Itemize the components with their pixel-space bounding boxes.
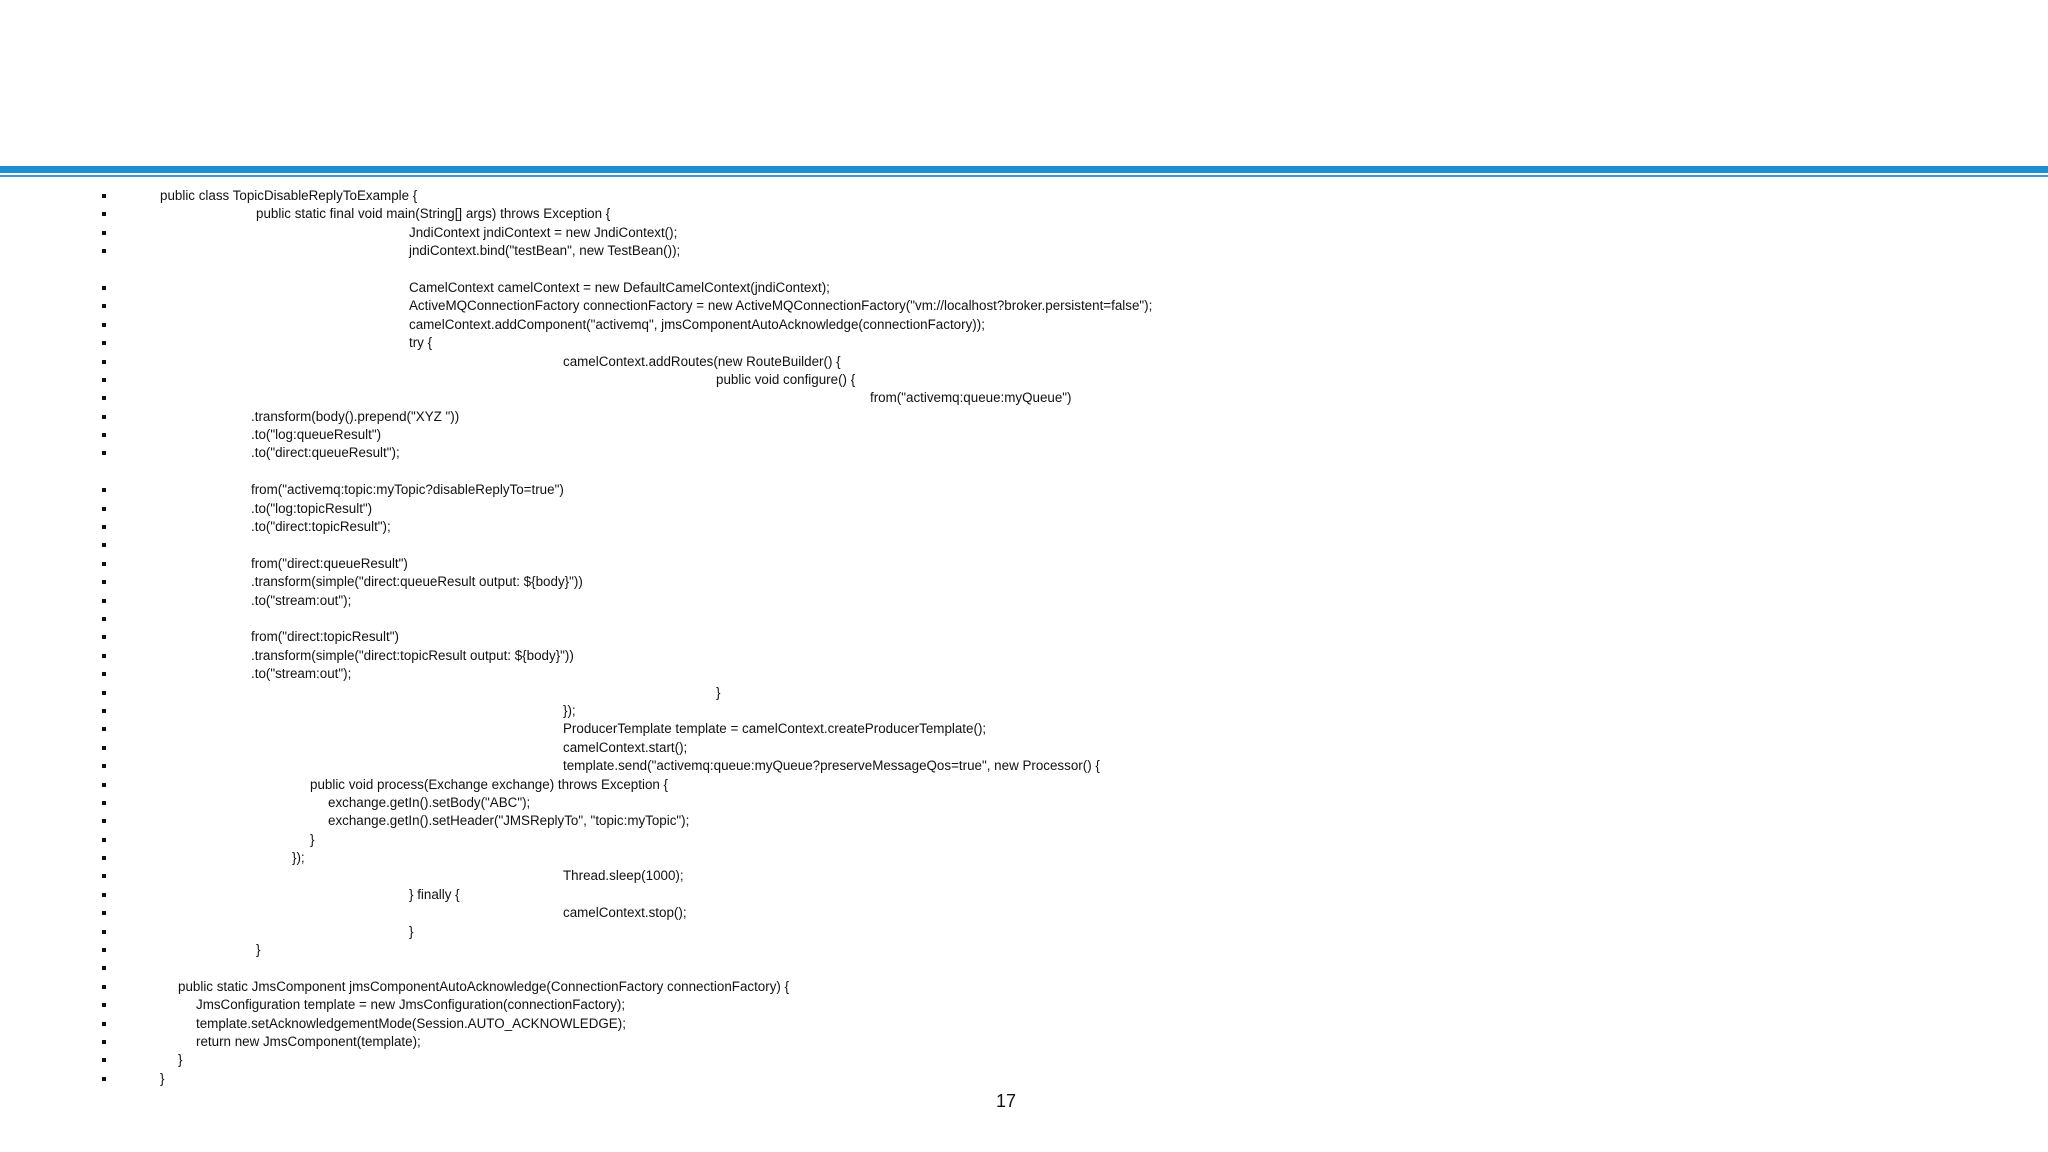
code-line-text: from("activemq:topic:myTopic?disableReplyTo=true") <box>251 482 564 498</box>
bullet-icon <box>102 838 106 842</box>
bullet-icon <box>102 617 106 621</box>
bullet-icon <box>102 764 106 768</box>
code-line-text: } <box>409 923 414 939</box>
code-line-text: JndiContext jndiContext = new JndiContext(); <box>409 224 678 240</box>
code-line-text: public static final void main(String[] args) throws Exception { <box>256 206 611 222</box>
code-line <box>0 573 2048 591</box>
code-line-text: .transform(body().prepend("XYZ ")) <box>251 408 460 424</box>
bullet-icon <box>102 985 106 989</box>
code-line <box>0 297 2048 315</box>
code-line <box>0 720 2048 738</box>
code-line-text: Thread.sleep(1000); <box>563 868 684 884</box>
code-line-text: .to("stream:out"); <box>251 666 352 682</box>
code-line <box>0 812 2048 830</box>
code-line <box>0 389 2048 407</box>
code-line <box>0 334 2048 352</box>
code-line-text: camelContext.addRoutes(new RouteBuilder() { <box>563 353 841 369</box>
bullet-icon <box>102 819 106 823</box>
bullet-icon <box>102 525 106 529</box>
code-line-text: } <box>178 1052 183 1068</box>
code-line <box>0 261 2048 279</box>
code-line-text: ProducerTemplate template = camelContext.createProducerTemplate(); <box>563 721 987 737</box>
code-line <box>0 500 2048 518</box>
code-line <box>0 647 2048 665</box>
code-line-text: camelContext.stop(); <box>563 905 687 921</box>
code-line-text: template.send("activemq:queue:myQueue?preserveMessageQos=true", new Processor() { <box>563 758 1100 774</box>
code-line <box>0 463 2048 481</box>
code-line <box>0 794 2048 812</box>
code-line-text: } <box>716 684 721 700</box>
code-line <box>0 996 2048 1014</box>
bullet-icon <box>102 948 106 952</box>
code-line <box>0 702 2048 720</box>
bullet-icon <box>102 672 106 676</box>
bullet-icon <box>102 194 106 198</box>
bullet-icon <box>102 341 106 345</box>
bullet-icon <box>102 691 106 695</box>
bullet-icon <box>102 304 106 308</box>
code-line <box>0 776 2048 794</box>
code-line-text: public static JmsComponent jmsComponentAutoAcknowledge(ConnectionFactory connectionFactory) { <box>178 978 790 994</box>
code-line-text: JmsConfiguration template = new JmsConfiguration(connectionFactory); <box>196 997 626 1013</box>
code-line-text: .to("log:queueResult") <box>251 427 382 443</box>
bullet-icon <box>102 1058 106 1062</box>
code-line-text: from("activemq:queue:myQueue") <box>870 390 1072 406</box>
code-line <box>0 941 2048 959</box>
code-line-text: }); <box>292 850 305 866</box>
code-line <box>0 518 2048 536</box>
bullet-icon <box>102 451 106 455</box>
code-line-text: .to("stream:out"); <box>251 592 352 608</box>
bullet-icon <box>102 580 106 584</box>
code-line-text: CamelContext camelContext = new DefaultCamelContext(jndiContext); <box>409 279 830 295</box>
code-line <box>0 1051 2048 1069</box>
bullet-icon <box>102 654 106 658</box>
code-line-text: .transform(simple("direct:queueResult output: ${body}")) <box>251 574 583 590</box>
code-line <box>0 904 2048 922</box>
code-line <box>0 665 2048 683</box>
code-line <box>0 555 2048 573</box>
code-line <box>0 684 2048 702</box>
bullet-icon <box>102 874 106 878</box>
bullet-icon <box>102 911 106 915</box>
code-line <box>0 592 2048 610</box>
code-line <box>0 867 2048 885</box>
code-line <box>0 959 2048 977</box>
code-line-text: try { <box>409 335 433 351</box>
code-line <box>0 1070 2048 1088</box>
bullet-icon <box>102 249 106 253</box>
code-line-text: return new JmsComponent(template); <box>196 1033 421 1049</box>
code-line <box>0 371 2048 389</box>
code-line <box>0 739 2048 757</box>
code-line-text: public void configure() { <box>716 371 856 387</box>
bullet-icon <box>102 507 106 511</box>
code-line <box>0 757 2048 775</box>
bullet-icon <box>102 231 106 235</box>
bullet-icon <box>102 1040 106 1044</box>
bullet-icon <box>102 727 106 731</box>
page-number: 17 <box>995 1091 1017 1111</box>
bullet-icon <box>102 783 106 787</box>
bullet-icon <box>102 543 106 547</box>
bullet-icon <box>102 1003 106 1007</box>
code-line <box>0 444 2048 462</box>
code-line-text: from("direct:queueResult") <box>251 555 408 571</box>
code-line-text: .to("direct:queueResult"); <box>251 445 400 461</box>
code-line-text: public void process(Exchange exchange) throws Exception { <box>310 776 669 792</box>
code-line-text: } <box>160 1070 165 1086</box>
code-line-text: } <box>256 942 261 958</box>
code-line-text: .transform(simple("direct:topicResult output: ${body}")) <box>251 647 574 663</box>
bullet-icon <box>102 212 106 216</box>
header-rule-thin <box>0 175 2048 177</box>
bullet-icon <box>102 378 106 382</box>
code-line-text: jndiContext.bind("testBean", new TestBean()); <box>409 243 681 259</box>
bullet-icon <box>102 562 106 566</box>
code-line <box>0 886 2048 904</box>
code-line-text: exchange.getIn().setHeader("JMSReplyTo", "topic:myTopic"); <box>328 813 690 829</box>
code-line <box>0 1015 2048 1033</box>
code-line <box>0 1033 2048 1051</box>
code-line <box>0 279 2048 297</box>
bullet-icon <box>102 360 106 364</box>
code-line <box>0 205 2048 223</box>
code-line-text: camelContext.addComponent("activemq", jmsComponentAutoAcknowledge(connectionFactory)); <box>409 316 985 332</box>
code-line-text: template.setAcknowledgementMode(Session.AUTO_ACKNOWLEDGE); <box>196 1015 626 1031</box>
bullet-icon <box>102 746 106 750</box>
bullet-icon <box>102 433 106 437</box>
code-line <box>0 610 2048 628</box>
code-line <box>0 628 2048 646</box>
code-line <box>0 849 2048 867</box>
bullet-icon <box>102 1022 106 1026</box>
code-line <box>0 187 2048 205</box>
code-line-text: from("direct:topicResult") <box>251 629 399 645</box>
code-line-text: public class TopicDisableReplyToExample { <box>160 188 418 203</box>
bullet-icon <box>102 488 106 492</box>
code-line <box>0 353 2048 371</box>
code-line-text: } finally { <box>409 886 460 902</box>
bullet-icon <box>102 893 106 897</box>
code-line <box>0 481 2048 499</box>
code-line <box>0 536 2048 554</box>
bullet-icon <box>102 966 106 970</box>
code-line-text: exchange.getIn().setBody("ABC"); <box>328 794 531 810</box>
bullet-icon <box>102 930 106 934</box>
code-line <box>0 426 2048 444</box>
code-line-text: ActiveMQConnectionFactory connectionFactory = new ActiveMQConnectionFactory("vm://localhost?broker.persistent=false"); <box>409 298 1153 314</box>
code-listing <box>0 187 2048 1088</box>
bullet-icon <box>102 286 106 290</box>
code-line <box>0 831 2048 849</box>
bullet-icon <box>102 801 106 805</box>
code-line-text: .to("log:topicResult") <box>251 500 373 516</box>
code-line <box>0 978 2048 996</box>
code-line <box>0 408 2048 426</box>
code-line <box>0 224 2048 242</box>
header-rule-thick <box>0 166 2048 173</box>
code-line <box>0 242 2048 260</box>
code-line <box>0 316 2048 334</box>
bullet-icon <box>102 415 106 419</box>
bullet-icon <box>102 323 106 327</box>
bullet-icon <box>102 1077 106 1081</box>
code-line-text: .to("direct:topicResult"); <box>251 519 391 535</box>
code-line-text: camelContext.start(); <box>563 739 688 755</box>
bullet-icon <box>102 635 106 639</box>
code-line-text: }); <box>563 702 576 718</box>
bullet-icon <box>102 856 106 860</box>
code-line <box>0 923 2048 941</box>
code-line-text: } <box>310 831 315 847</box>
bullet-icon <box>102 599 106 603</box>
bullet-icon <box>102 396 106 400</box>
bullet-icon <box>102 709 106 713</box>
